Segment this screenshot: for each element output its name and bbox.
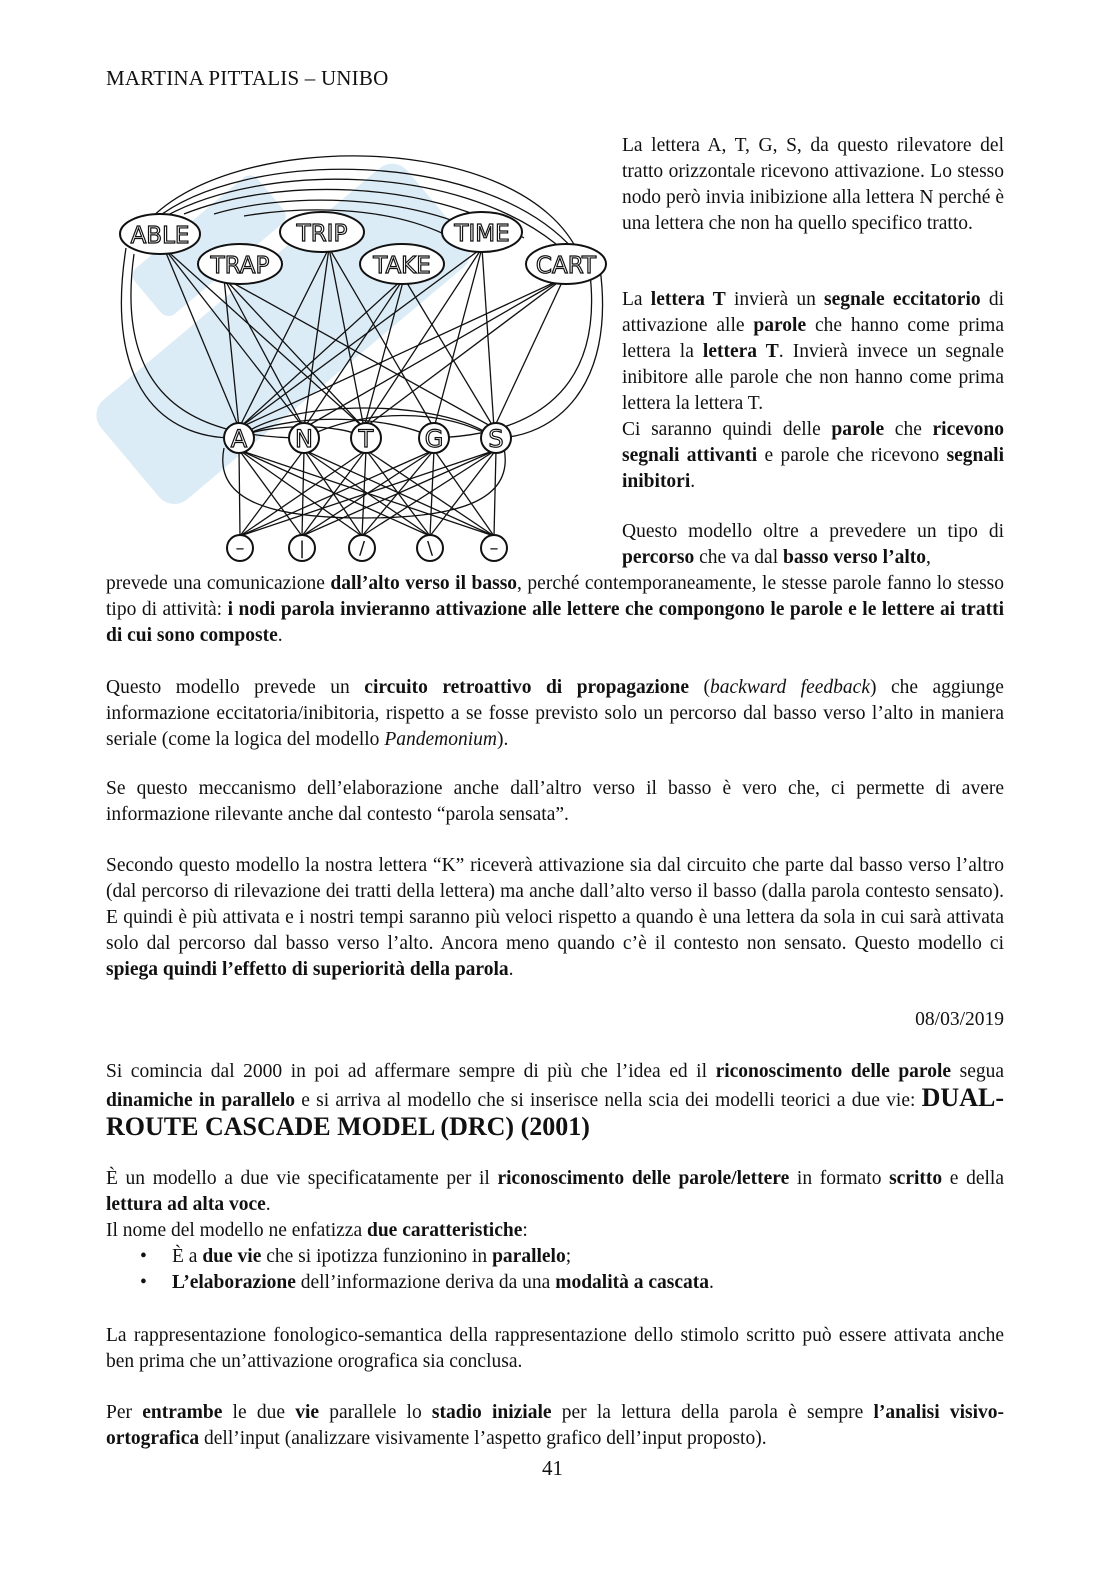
document-header: MARTINA PITTALIS – UNIBO xyxy=(106,66,389,90)
word-node-trip xyxy=(280,212,364,252)
letter-node-n xyxy=(289,423,319,453)
paragraph-3: Ci saranno quindi delle parole che ricevono segnali attivanti e parole che ricevono segnali inibitori. xyxy=(622,419,1004,492)
svg-text:|: | xyxy=(298,538,306,559)
interactive-activation-diagram xyxy=(104,138,616,570)
svg-text:S: S xyxy=(488,425,504,453)
lecture-date: 08/03/2019 xyxy=(915,1009,1004,1030)
svg-text:CART: CART xyxy=(535,253,597,279)
svg-text:TRIP: TRIP xyxy=(296,221,348,247)
letter-node-a xyxy=(224,423,254,453)
feature-node-horizontal xyxy=(227,535,253,561)
svg-text:A: A xyxy=(230,425,248,453)
svg-text:N: N xyxy=(295,425,313,453)
word-node-trap xyxy=(198,244,282,284)
paragraph-6: Questo modello prevede un circuito retroattivo di propagazione (backward feedback) che aggiunge informazione eccitatoria/inibitoria, rispetto a se fosse previsto solo un percorso dal basso verso l’alto in maniera seriale (come la logica del modello Pandemonium). xyxy=(106,677,1004,750)
svg-text:TRAP: TRAP xyxy=(210,253,270,279)
feature-node-diagonal-right xyxy=(349,535,375,561)
svg-text:–: – xyxy=(489,538,499,559)
page-number: 41 xyxy=(542,1456,563,1480)
word-node-time xyxy=(442,212,522,252)
word-node-take xyxy=(360,244,444,284)
svg-text:\: \ xyxy=(426,538,434,559)
paragraph-12: Per entrambe le due vie parallele lo stadio iniziale per la lettura della parola è sempre l’analisi visivo-ortografica dell’input (analizzare visivamente l’aspetto grafico dell’input proposto). xyxy=(106,1402,1004,1449)
paragraph-1: La lettera A, T, G, S, da questo rilevatore del tratto orizzontale ricevono attivazione. Lo stesso nodo però invia inibizione alla lettera N perché è una lettera che non ha quello specifico tratto. xyxy=(622,135,1004,234)
feature-node-diagonal-left xyxy=(417,535,443,561)
svg-text:TAKE: TAKE xyxy=(373,253,431,279)
word-node-able xyxy=(120,214,200,254)
model-title: DUAL-ROUTE CASCADE MODEL (DRC) (2001) xyxy=(106,1083,1004,1141)
paragraph-8: Secondo questo modello la nostra lettera “K” riceverà attivazione sia dal circuito che parte dal basso verso l’altro (dal percorso di rilevazione dei tratti della lettera) ma anche dall’alto verso il basso (dalla parola contesto sensato). E quindi è più attivata e i nostri tempi saranno più veloci rispetto a quando è una lettera da sola in cui sarà attivata solo dal percorso dal basso verso l’alto. Ancora meno quando c’è il contesto non sensato. Questo modello ci spiega quindi l’effetto di superiorità della parola. xyxy=(106,855,1004,980)
feature-node-vertical xyxy=(289,535,315,561)
letter-node-s xyxy=(481,423,511,453)
word-node-cart xyxy=(526,244,606,284)
svg-text:G: G xyxy=(424,425,444,453)
paragraph-9: Si comincia dal 2000 in poi ad affermare sempre di più che l’idea ed il riconoscimento delle parole segua dinamiche in parallelo e si arriva al modello che si inserisce nella scia dei modelli teorici a due vie: DUAL-ROUTE CASCADE MODEL (DRC) (2001) xyxy=(106,1061,1005,1141)
list-item: • L’elaborazione dell’informazione deriva da una modalità a cascata. xyxy=(140,1270,714,1296)
svg-text:/: / xyxy=(358,538,366,559)
svg-text:TIME: TIME xyxy=(454,221,510,247)
svg-text:–: – xyxy=(235,538,245,559)
paragraph-4: Questo modello oltre a prevedere un tipo di percorso che va dal basso verso l’alto, xyxy=(622,521,1004,568)
list-item: • È a due vie che si ipotizza funzionino in parallelo; xyxy=(140,1244,714,1270)
feature-node-horizontal-2 xyxy=(481,535,507,561)
characteristics-list xyxy=(140,1244,714,1296)
letter-node-t xyxy=(351,423,381,453)
paragraph-11: La rappresentazione fonologico-semantica della rappresentazione dello stimolo scritto può essere attivata anche ben prima che un’attivazione orografica sia conclusa. xyxy=(106,1325,1004,1372)
svg-text:ABLE: ABLE xyxy=(130,223,190,249)
paragraph-2: La lettera T invierà un segnale eccitatorio di attivazione alle parole che hanno come prima lettera la lettera T. Invierà invece un segnale inibitore alle parole che non hanno come prima lettera la lettera T. xyxy=(622,289,1005,414)
svg-text:T: T xyxy=(358,425,374,453)
paragraph-5: prevede una comunicazione dall’alto verso il basso, perché contemporaneamente, le stesse parole fanno lo stesso tipo di attività: i nodi parola invieranno attivazione alle lettere che compongono le parole e le lettere ai tratti di cui sono composte. xyxy=(106,573,1005,646)
paragraph-10: È un modello a due vie specificatamente per il riconoscimento delle parole/lettere in formato scritto e della lettura ad alta voce. Il nome del modello ne enfatizza due caratteristiche: xyxy=(106,1168,1004,1241)
letter-node-g xyxy=(419,423,449,453)
paragraph-7: Se questo meccanismo dell’elaborazione anche dall’altro verso il basso è vero che, ci permette di avere informazione rilevante anche dal contesto “parola sensata”. xyxy=(106,778,1004,825)
connection-lines xyxy=(121,156,602,536)
